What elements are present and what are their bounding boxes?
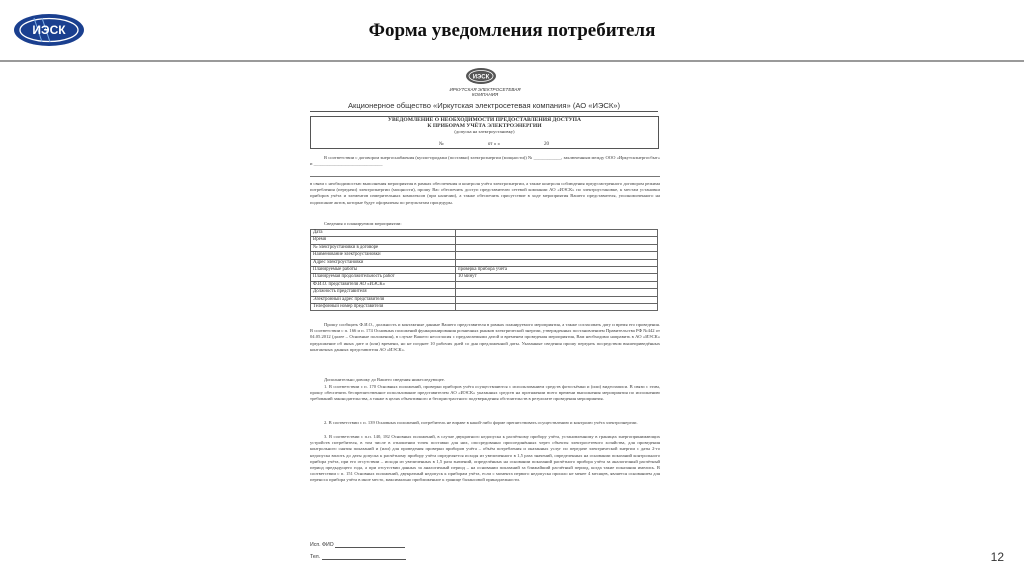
table-row-value (456, 296, 658, 303)
paragraph-text: 2. В соответствии с п. 139 Основных положений, потребитель не вправе в какой-либо форме препятствовать осуществлению и контролю учёта электроэнергии. (324, 420, 638, 425)
table-row-label: № электроустановки в договоре (311, 244, 456, 251)
paragraph-point-1 (310, 384, 660, 403)
table-row-label: Время (311, 237, 456, 244)
table-row-value (456, 252, 658, 259)
table-row-value (456, 281, 658, 288)
title-divider (0, 60, 1024, 62)
paragraph-text: в связи с необходимостью выполнения мероприятия в рамках обеспечения и контроля учёта электроэнергии, а также контроля соблюдения предусмотренного договором режима потребления (передачи) электроэнергии (мощности), прошу Вас обеспечить доступ представителю сетевой компании АО «ИЭСК» по электроустановке, к местам установки приборов учёта и элементов измерительных комплексов (при наличии), а также обеспечить присутствие в ходе мероприятия Вашего представителя, уполномоченного на подписание актов, которые будут оформлены по результатам процедуры. (310, 181, 660, 205)
paragraph-point-3 (310, 434, 660, 484)
doc-logo-caption: ИРКУТСКАЯ ЭЛЕКТРОСЕТЕВАЯ КОМПАНИЯ (449, 87, 521, 97)
notice-num-label: № (439, 142, 444, 147)
paragraph-text: 1. В соответствии с п. 170 Основных положений, проверки приборов учёта осуществляются с использованием средств фотосъёмки и (или) видеозаписи. В связи с этим, прошу обеспечить беспрепятственное использование представителем АО «ИЭСК» указанных средств на протяжении всего времени выполнения мероприятия по исполнению требований законодательства, а также в целях объективного и беспристрастного подтверждения обстоятельств в результате проведения мероприятия. (310, 384, 660, 402)
table-row (311, 274, 658, 281)
table-row-value: 10 минут (456, 274, 658, 281)
table-row-label: Адрес электроустановки (311, 259, 456, 266)
paragraph-text: В соответствии с договором энергоснабжения (купли-продажи (поставки) электроэнергии (мощности)) № ____________, заключенным между ООО «Иркутскэнергосбыт» и ______________________________ (310, 155, 660, 167)
paragraph-additional (310, 377, 660, 383)
company-name: Акционерное общество «Иркутская электросетевая компания» (АО «ИЭСК») (310, 101, 658, 112)
paragraph-contract (310, 155, 660, 167)
notice-year-label: 20 (543, 142, 549, 147)
sig-name-label: Исп. ФИО (310, 542, 334, 548)
table-row-label: Электронный адрес представителя (311, 296, 456, 303)
notice-document (300, 64, 668, 572)
table-row (311, 267, 658, 274)
table-row-value (456, 289, 658, 296)
table-row-label: Планируемые работы (311, 267, 456, 274)
table-row (311, 237, 658, 244)
table-heading (310, 221, 660, 227)
doc-logo-text: ИЭСК (472, 74, 490, 81)
table-row (311, 296, 658, 303)
paragraph-text: Прошу сообщить Ф.И.О., должность и контактные данные Вашего представителя в рамках планируемого мероприятия, а также согласовать дату и время его проведения. В соответствии с п. 166 и п. 174 Основных положений функционирования розничных рынков электрической энергии, утвержденных постановлением Правительства РФ №442 от 04.05.2012 (далее – Основные положения), в случае Вашего несогласия с предлагаемыми датой и временем проведения мероприятия, Вам необходимо направить в АО «ИЭСК» предложение об иных дате и (или) времени, но не позднее 10 рабочих дней со дня предложенной даты. Указанные сведения прошу передать посредством вышеприведённых контактных данных представителя АО «ИЭСК». (310, 322, 660, 352)
signature-phone (310, 554, 406, 560)
table-row (311, 252, 658, 259)
table-row (311, 304, 658, 311)
sig-name-line (335, 542, 405, 548)
event-info-table (310, 229, 658, 311)
table-row-value (456, 230, 658, 237)
table-row-label: Дата (311, 230, 456, 237)
slide-title: Форма уведомления потребителя (368, 20, 656, 41)
paragraph-contacts (310, 322, 660, 353)
logo-text: ИЭСК (32, 23, 66, 37)
signature-name (310, 542, 405, 548)
notice-title-line-2: К ПРИБОРАМ УЧЁТА ЭЛЕКТРОЭНЕРГИИ (427, 123, 542, 130)
page-number: 12 (990, 550, 1004, 564)
sig-phone-line (322, 554, 406, 560)
paragraph-text: 3. В соответствии с п.п. 140, 182 Основных положений, в случае двукратного недопуска к расчётному прибору учёта, установленному в границах энергопринимающих устройств потребителя, в том числе в отношении точек поставки для них, опосредованно присоединённых через объекты электросетевого хозяйства, для проведения контрольного снятия показаний и (или) для проведения проверки приборов учёта – объём потребления и оказанных услуг по передаче электрической энергии с даты 2-го недопуска вплоть до даты допуска к расчётному прибору учёта определяется исходя из увеличенного в 1,5 раза значений, определенных на основании показаний контрольного прибора учёта, при его отсутствии – исходя из увеличенных в 1,5 раза значений, определённых на основании показаний расчётного прибора учёта за аналогичный расчётный период предыдущего года, а при отсутствии данных за аналогичный период – на основании показаний за ближайший расчётный период, когда такие показания имелись. В соответствии с п. 151 Основных положений, двукратный недопуск к приборам учёта, если с момента первого недопуска прошло не менее 4 месяцев, является основанием для переноса прибора учёта в иное место, максимально приближенное к границе балансовой принадлежности. (310, 434, 660, 483)
table-row (311, 281, 658, 288)
table-row-value (456, 304, 658, 311)
paragraph-access-request (310, 181, 660, 206)
blank-line (310, 176, 660, 177)
table-heading-text: Сведения о планируемом мероприятии: (324, 221, 402, 226)
table-row-value: проверка прибора учета (456, 267, 658, 274)
table-row-label: Телефонный номер представителя (311, 304, 456, 311)
table-row-label: Планируемая продолжительность работ (311, 274, 456, 281)
table-row (311, 230, 658, 237)
table-row-value (456, 237, 658, 244)
table-row (311, 259, 658, 266)
notice-number-line (360, 142, 628, 147)
paragraph-point-2 (310, 420, 660, 426)
table-row (311, 244, 658, 251)
table-row (311, 289, 658, 296)
document-logo-icon (464, 66, 498, 86)
table-row-value (456, 259, 658, 266)
notice-title-line-1: УВЕДОМЛЕНИЕ О НЕОБХОДИМОСТИ ПРЕДОСТАВЛЕНИЯ ДОСТУПА (387, 117, 582, 123)
table-row-label: Наименование электроустановки (311, 252, 456, 259)
table-row-value (456, 244, 658, 251)
notice-date-label: от « » (487, 142, 500, 147)
sig-phone-label: Тел. (310, 554, 321, 560)
paragraph-text: Дополнительно довожу до Вашего сведения нижеследующее. (324, 377, 445, 382)
notice-subtitle: (допуска на электроустановку) (454, 129, 515, 135)
table-row-label: Ф.И.О. представителя АО «ИЭСК» (311, 281, 456, 288)
table-row-label: Должность представителя (311, 289, 456, 296)
